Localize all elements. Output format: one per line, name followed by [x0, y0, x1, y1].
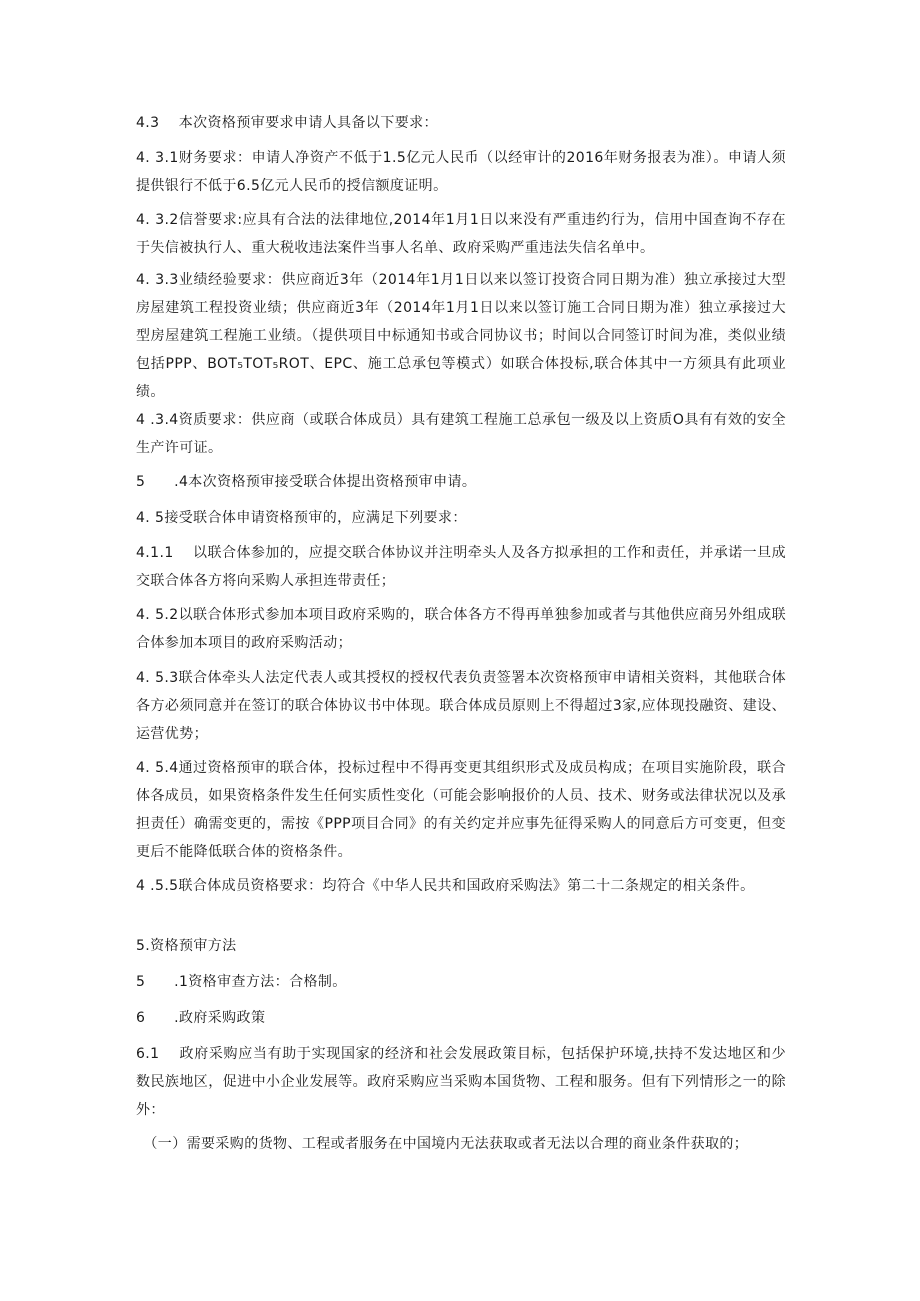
clause-4-5: 4. 5接受联合体申请资格预审的，应满足下列要求：	[136, 510, 467, 526]
clause-4-3-3-experience: 4. 3.3业绩经验要求：供应商近3年（2014年1月1日以来以签订投资合同日期为准）独立承接过大型房屋建筑工程投资业绩；供应商近3年（2014年1月1日以来以签订施工合同日期为准）独立承接过大型房屋建筑工程施工业绩。（提供项目中标通知书或合同协议书；时间以合同签订时间为准，类似业绩包括PPP、BOT₅TOT₅ROT、EPC、施工总承包等模式）如联合体投标,联合体其中一方须具有此项业绩。	[136, 272, 786, 400]
clause-4-1-1: 4.1.1 以联合体参加的，应提交联合体协议并注明牵头人及各方拟承担的工作和责任，并承诺一旦成交联合体各方将向采购人承担连带责任；	[136, 545, 786, 589]
clause-4-5-2: 4. 5.2以联合体形式参加本项目政府采购的，联合体各方不得再单独参加或者与其他供应商另外组成联合体参加本项目的政府采购活动；	[136, 607, 786, 651]
clause-6-1-item-1: （一）需要采购的货物、工程或者服务在中国境内无法获取或者无法以合理的商业条件获取的；	[136, 1136, 749, 1152]
clause-4-3-1-financial: 4. 3.1财务要求：申请人净资产不低于1.5亿元人民币（以经审计的2016年财务报表为准）。申请人须提供银行不低于6.5亿元人民币的授信额度证明。	[136, 150, 786, 194]
section-5-heading: 5.资格预审方法	[136, 938, 237, 954]
clause-4-5-5: 4 .5.5联合体成员资格要求：均符合《中华人民共和国政府采购法》第二十二条规定的相关条件。	[136, 878, 755, 894]
clause-5-4-consortium: 5 .4本次资格预审接受联合体提出资格预审申请。	[136, 474, 477, 490]
clause-4-3: 4.3 本次资格预审要求申请人具备以下要求：	[136, 115, 438, 131]
clause-4-5-3: 4. 5.3联合体牵头人法定代表人或其授权的授权代表负责签署本次资格预审申请相关资料，其他联合体各方必须同意并在签订的联合体协议书中体现。联合体成员原则上不得超过3家,应体现投融资、建设、运营优势；	[136, 670, 786, 742]
section-6-heading: 6 .政府采购政策	[136, 1010, 266, 1026]
clause-4-3-4-qualification: 4 .3.4资质要求：供应商（或联合体成员）具有建筑工程施工总承包一级及以上资质O具有有效的安全生产许可证。	[136, 412, 786, 456]
clause-4-3-2-credit: 4. 3.2信誉要求:应具有合法的法律地位,2014年1月1日以来没有严重违约行为，信用中国查询不存在于失信被执行人、重大税收违法案件当事人名单、政府采购严重违法失信名单中。	[136, 212, 786, 256]
clause-6-1: 6.1 政府采购应当有助于实现国家的经济和社会发展政策目标，包括保护环境,扶持不发达地区和少数民族地区，促进中小企业发展等。政府采购应当采购本国货物、工程和服务。但有下列情形之一的除外：	[136, 1046, 786, 1118]
clause-5-1: 5 .1资格审查方法：合格制。	[136, 974, 347, 990]
clause-4-5-4: 4. 5.4通过资格预审的联合体，投标过程中不得再变更其组织形式及成员构成；在项目实施阶段，联合体各成员，如果资格条件发生任何实质性变化（可能会影响报价的人员、技术、财务或法律状况以及承担责任）确需变更的，需按《PPP项目合同》的有关约定并应事先征得采购人的同意后方可变更，但变更后不能降低联合体的资格条件。	[136, 760, 786, 860]
